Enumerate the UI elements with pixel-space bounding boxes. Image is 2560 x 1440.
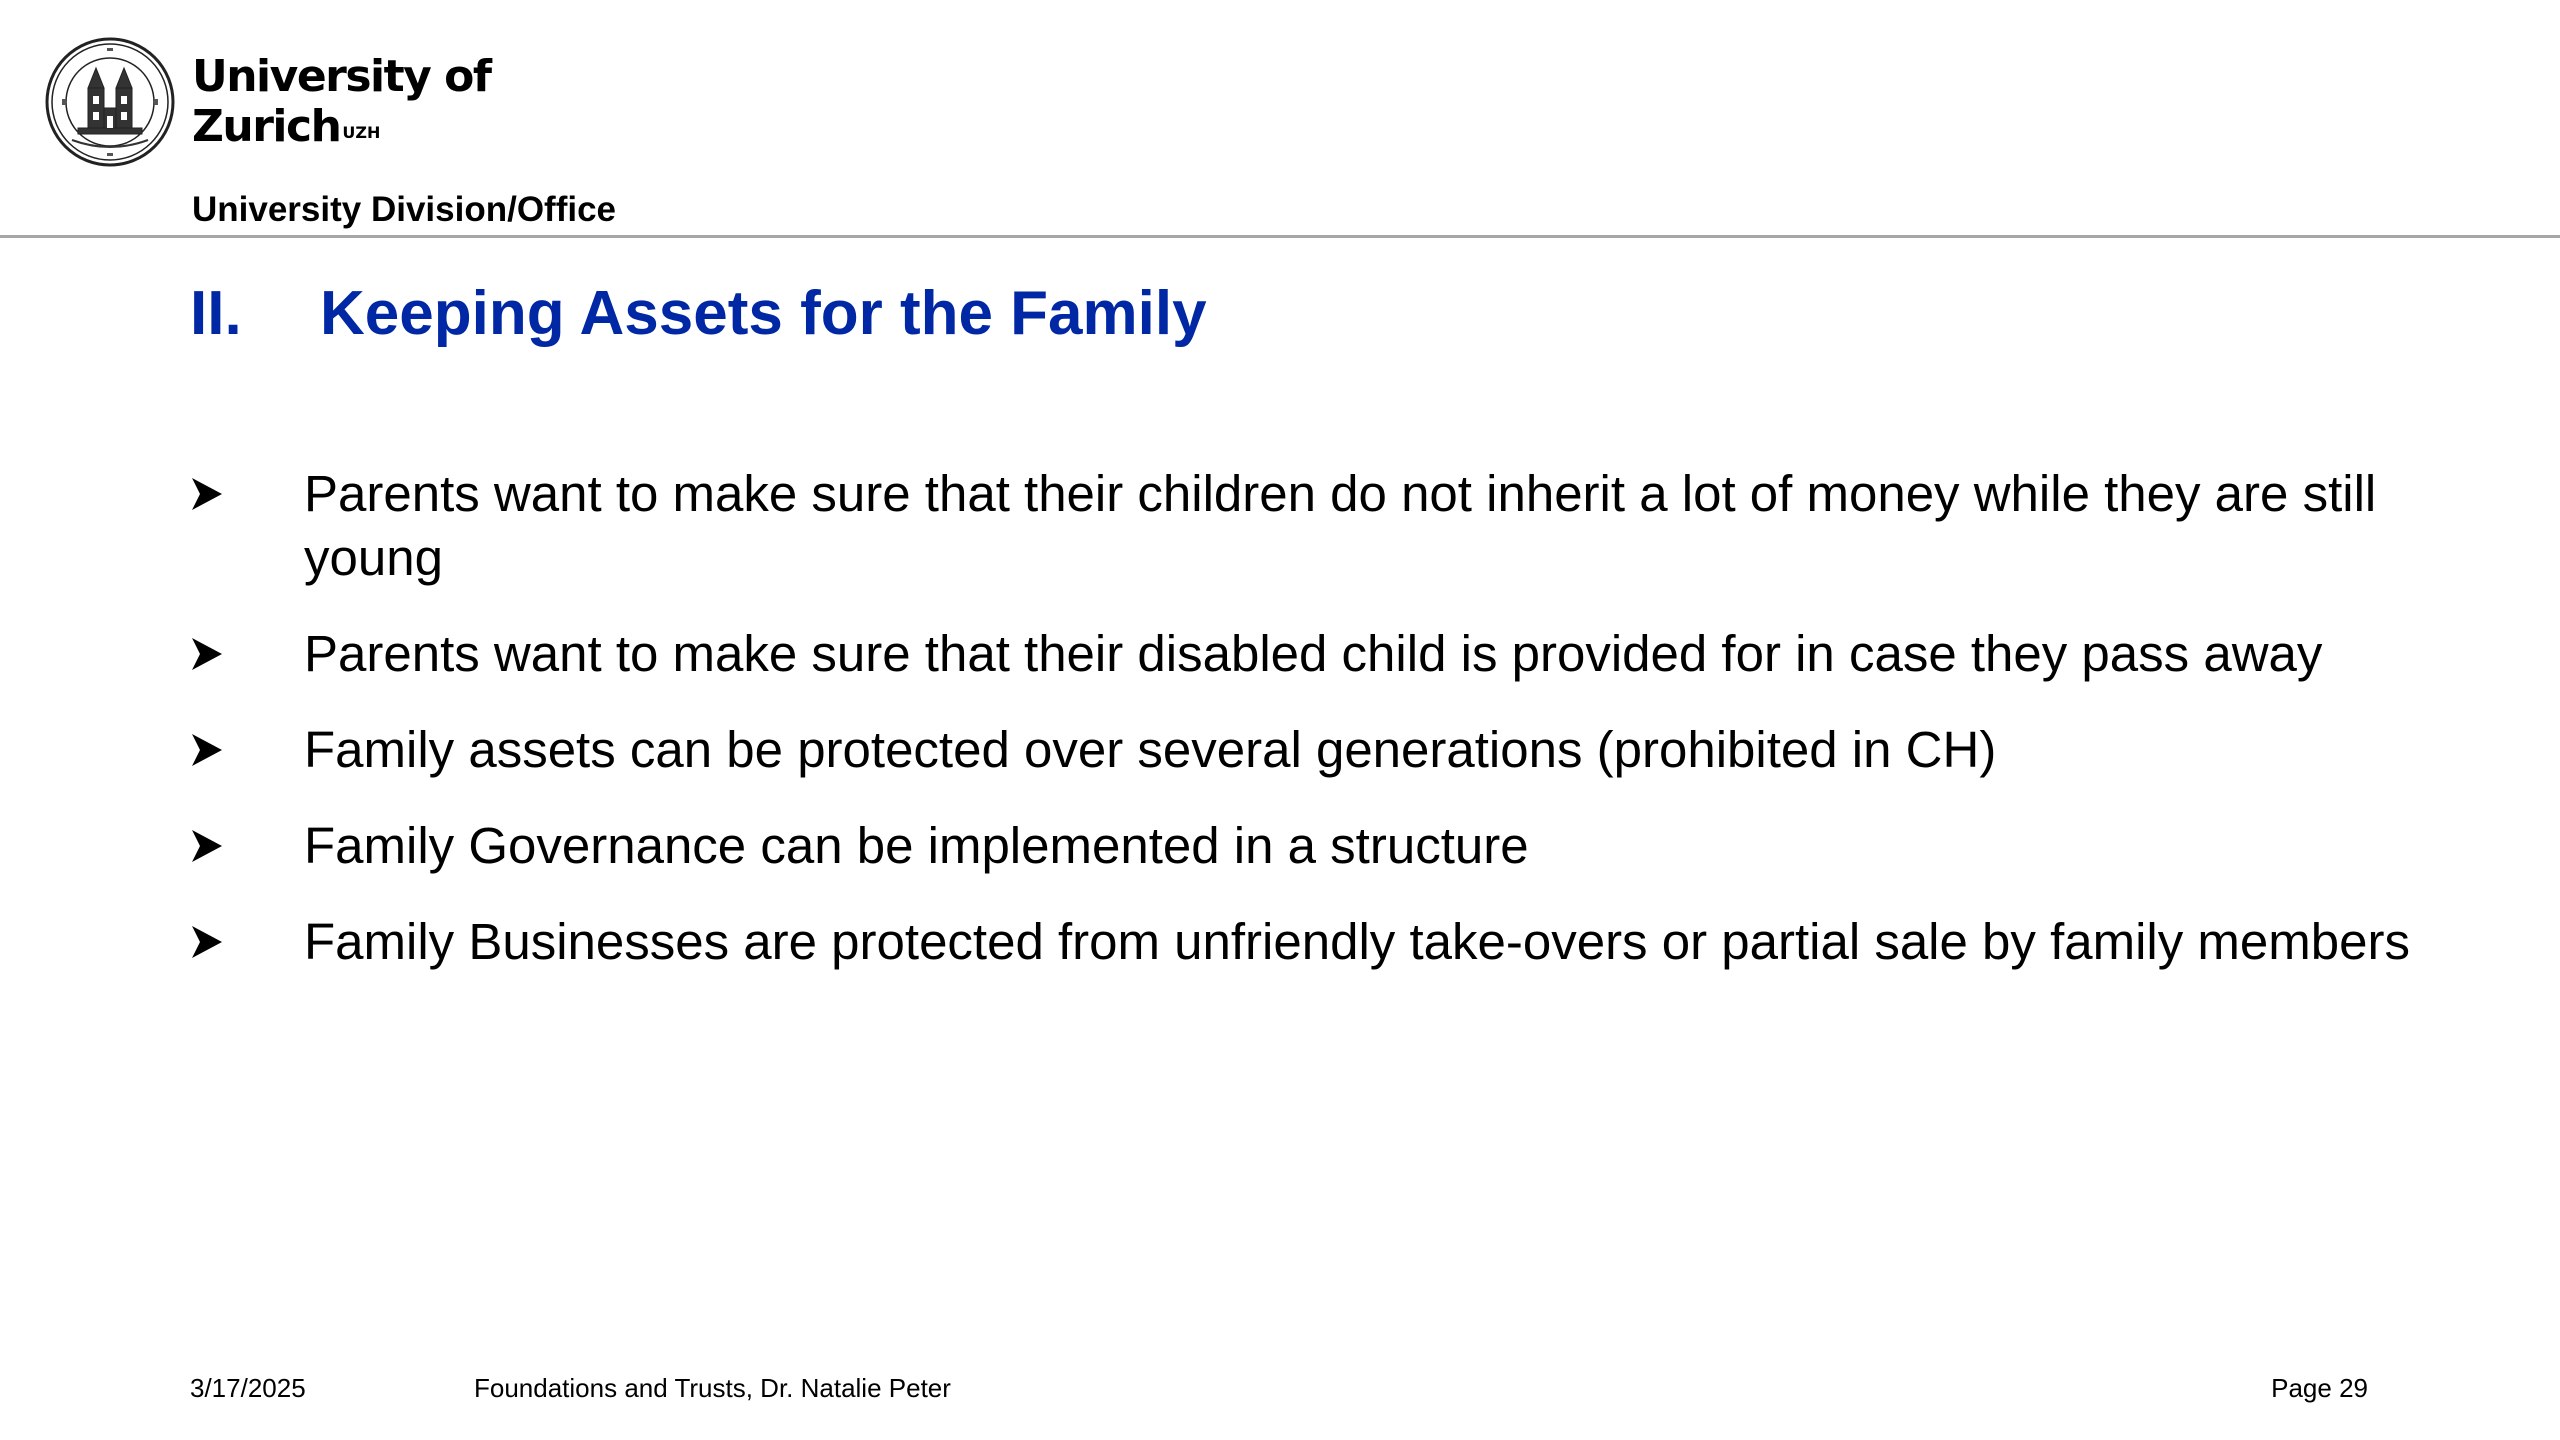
bullet-list	[190, 462, 2410, 1006]
list-item	[190, 462, 2410, 590]
list-item	[190, 718, 2410, 782]
list-item	[190, 622, 2410, 686]
logo-line-1: University of	[192, 51, 491, 102]
title-text: Keeping Assets for the Family	[320, 279, 1207, 348]
section-number: II.	[190, 279, 242, 348]
bullet-text: Family Governance can be implemented in a structure	[304, 817, 1529, 874]
division-label: University Division/Office	[192, 190, 617, 229]
arrowhead-bullet-icon	[190, 636, 224, 672]
list-item	[190, 910, 2410, 974]
logo-superscript: UZH	[342, 123, 381, 142]
arrowhead-bullet-icon	[190, 828, 224, 864]
slide-title	[190, 276, 1207, 352]
arrowhead-bullet-icon	[190, 924, 224, 960]
university-logo	[192, 52, 491, 152]
footer-page-number: Page 29	[2271, 1373, 2368, 1403]
header-divider	[0, 235, 2560, 238]
bullet-text: Parents want to make sure that their children do not inherit a lot of money while they are still young	[304, 465, 2377, 586]
list-item	[190, 814, 2410, 878]
bullet-text: Family assets can be protected over several generations (prohibited in CH)	[304, 721, 1997, 778]
bullet-text: Parents want to make sure that their disabled child is provided for in case they pass away	[304, 625, 2323, 682]
footer-date: 3/17/2025	[190, 1373, 306, 1403]
arrowhead-bullet-icon	[190, 732, 224, 768]
university-seal-icon	[44, 36, 176, 168]
footer-course: Foundations and Trusts, Dr. Natalie Peter	[474, 1373, 951, 1403]
logo-line-2: Zurich	[192, 101, 341, 152]
arrowhead-bullet-icon	[190, 476, 224, 512]
bullet-text: Family Businesses are protected from unfriendly take-overs or partial sale by family members	[304, 913, 2410, 970]
